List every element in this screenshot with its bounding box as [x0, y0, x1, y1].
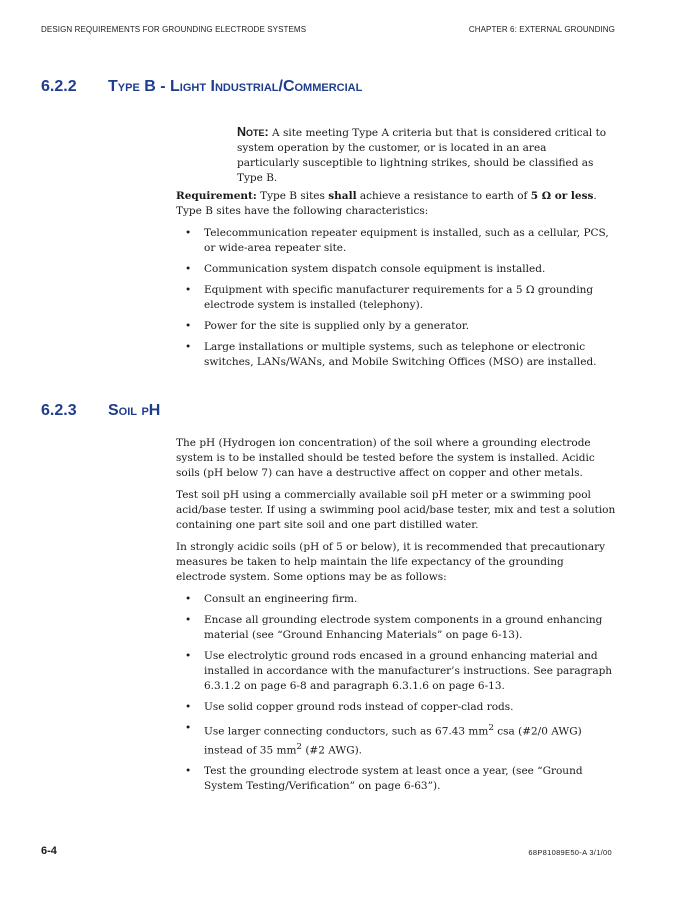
- document-id: 68P81089E50-A 3/1/00: [528, 848, 612, 857]
- type-b-characteristics-list: [176, 226, 616, 370]
- list-item: • Use electrolytic ground rods encased in a ground enhancing material and installed in accordance with the manufacturer’s instructions. See paragraph 6.3.1.2 on page 6-8 and paragraph 6.3.1.6 on page 6-13.: [176, 649, 616, 694]
- running-header-left: DESIGN REQUIREMENTS FOR GROUNDING ELECTRODE SYSTEMS: [41, 25, 307, 34]
- note-label: Note:: [237, 125, 269, 139]
- paragraph: In strongly acidic soils (pH of 5 or below), it is recommended that precautionary measures be taken to help maintain the life expectancy of the grounding electrode system. Some options may be as follows:: [176, 541, 606, 583]
- list-item: • Telecommunication repeater equipment is installed, such as a cellular, PCS, or wide-area repeater site.: [176, 226, 616, 256]
- paragraph: Test soil pH using a commercially available soil pH meter or a swimming pool acid/base tester. If using a swimming pool acid/base tester, mix and test a solution containing one part site soil and one part distilled water.: [176, 489, 616, 531]
- list-item: • Equipment with specific manufacturer requirements for a 5 Ω grounding electrode system is installed (telephony).: [176, 283, 616, 313]
- note-text: A site meeting Type A criteria but that is considered critical to system operation by the customer, or is located in an area particularly susceptible to lightning strikes, should be classified as Type B.: [237, 127, 607, 184]
- list-item: • Communication system dispatch console equipment is installed.: [176, 262, 616, 277]
- section-622-body: [176, 189, 616, 376]
- list-item-conductors: [176, 721, 616, 758]
- list-text: (#2 AWG).: [302, 744, 363, 756]
- list-item: • Power for the site is supplied only by a generator.: [176, 319, 616, 334]
- section-title: Type B - Light Industrial/Commercial: [108, 78, 363, 95]
- list-item: • Consult an engineering firm.: [176, 592, 616, 607]
- section-number: 6.2.2: [41, 78, 77, 95]
- section-heading-6-2-3: [41, 402, 160, 420]
- requirement-label: Requirement:: [176, 190, 257, 202]
- list-item: • Large installations or multiple systems, such as telephone or electronic switches, LANs/WANs, and Mobile Switching Offices (MSO) are installed.: [176, 340, 616, 370]
- superscript: 2: [488, 723, 494, 733]
- list-item: • Test the grounding electrode system at least once a year, (see “Ground System Testing/Verification” on page 6-63”).: [176, 764, 616, 794]
- list-text: Use larger connecting conductors, such as 67.43 mm: [204, 725, 489, 738]
- requirement-text: achieve a resistance to earth of: [356, 190, 531, 202]
- section-title-ph: pH: [141, 402, 161, 419]
- requirement-value: 5 Ω or less: [530, 190, 594, 202]
- requirement-text: Type B sites: [256, 190, 329, 202]
- requirement-shall: shall: [328, 190, 357, 202]
- superscript: 2: [296, 741, 302, 752]
- requirement-paragraph: [176, 189, 616, 219]
- note-block: [237, 125, 607, 186]
- list-text: csa (#2/0 AWG) instead of 35 mm: [204, 725, 582, 756]
- list-item: • Use solid copper ground rods instead of copper-clad rods.: [176, 700, 616, 715]
- list-item: • Encase all grounding electrode system components in a ground enhancing material (see “Ground Enhancing Materials” on page 6-13).: [176, 613, 616, 643]
- section-623-body: [176, 436, 616, 800]
- requirement-text: . Type B sites have the following characteristics:: [176, 190, 597, 217]
- section-number: 6.2.3: [41, 402, 77, 419]
- paragraph: The pH (Hydrogen ion concentration) of the soil where a grounding electrode system is to be installed should be tested before the system is installed. Acidic soils (pH below 7) can have a destructive affect on copper and other metals.: [176, 437, 595, 479]
- section-title-soil: Soil: [108, 402, 138, 419]
- page-number: 6-4: [41, 845, 57, 857]
- section-heading-6-2-2: [41, 78, 362, 96]
- running-header-right: CHAPTER 6: EXTERNAL GROUNDING: [468, 25, 615, 34]
- precaution-options-list: [176, 592, 616, 794]
